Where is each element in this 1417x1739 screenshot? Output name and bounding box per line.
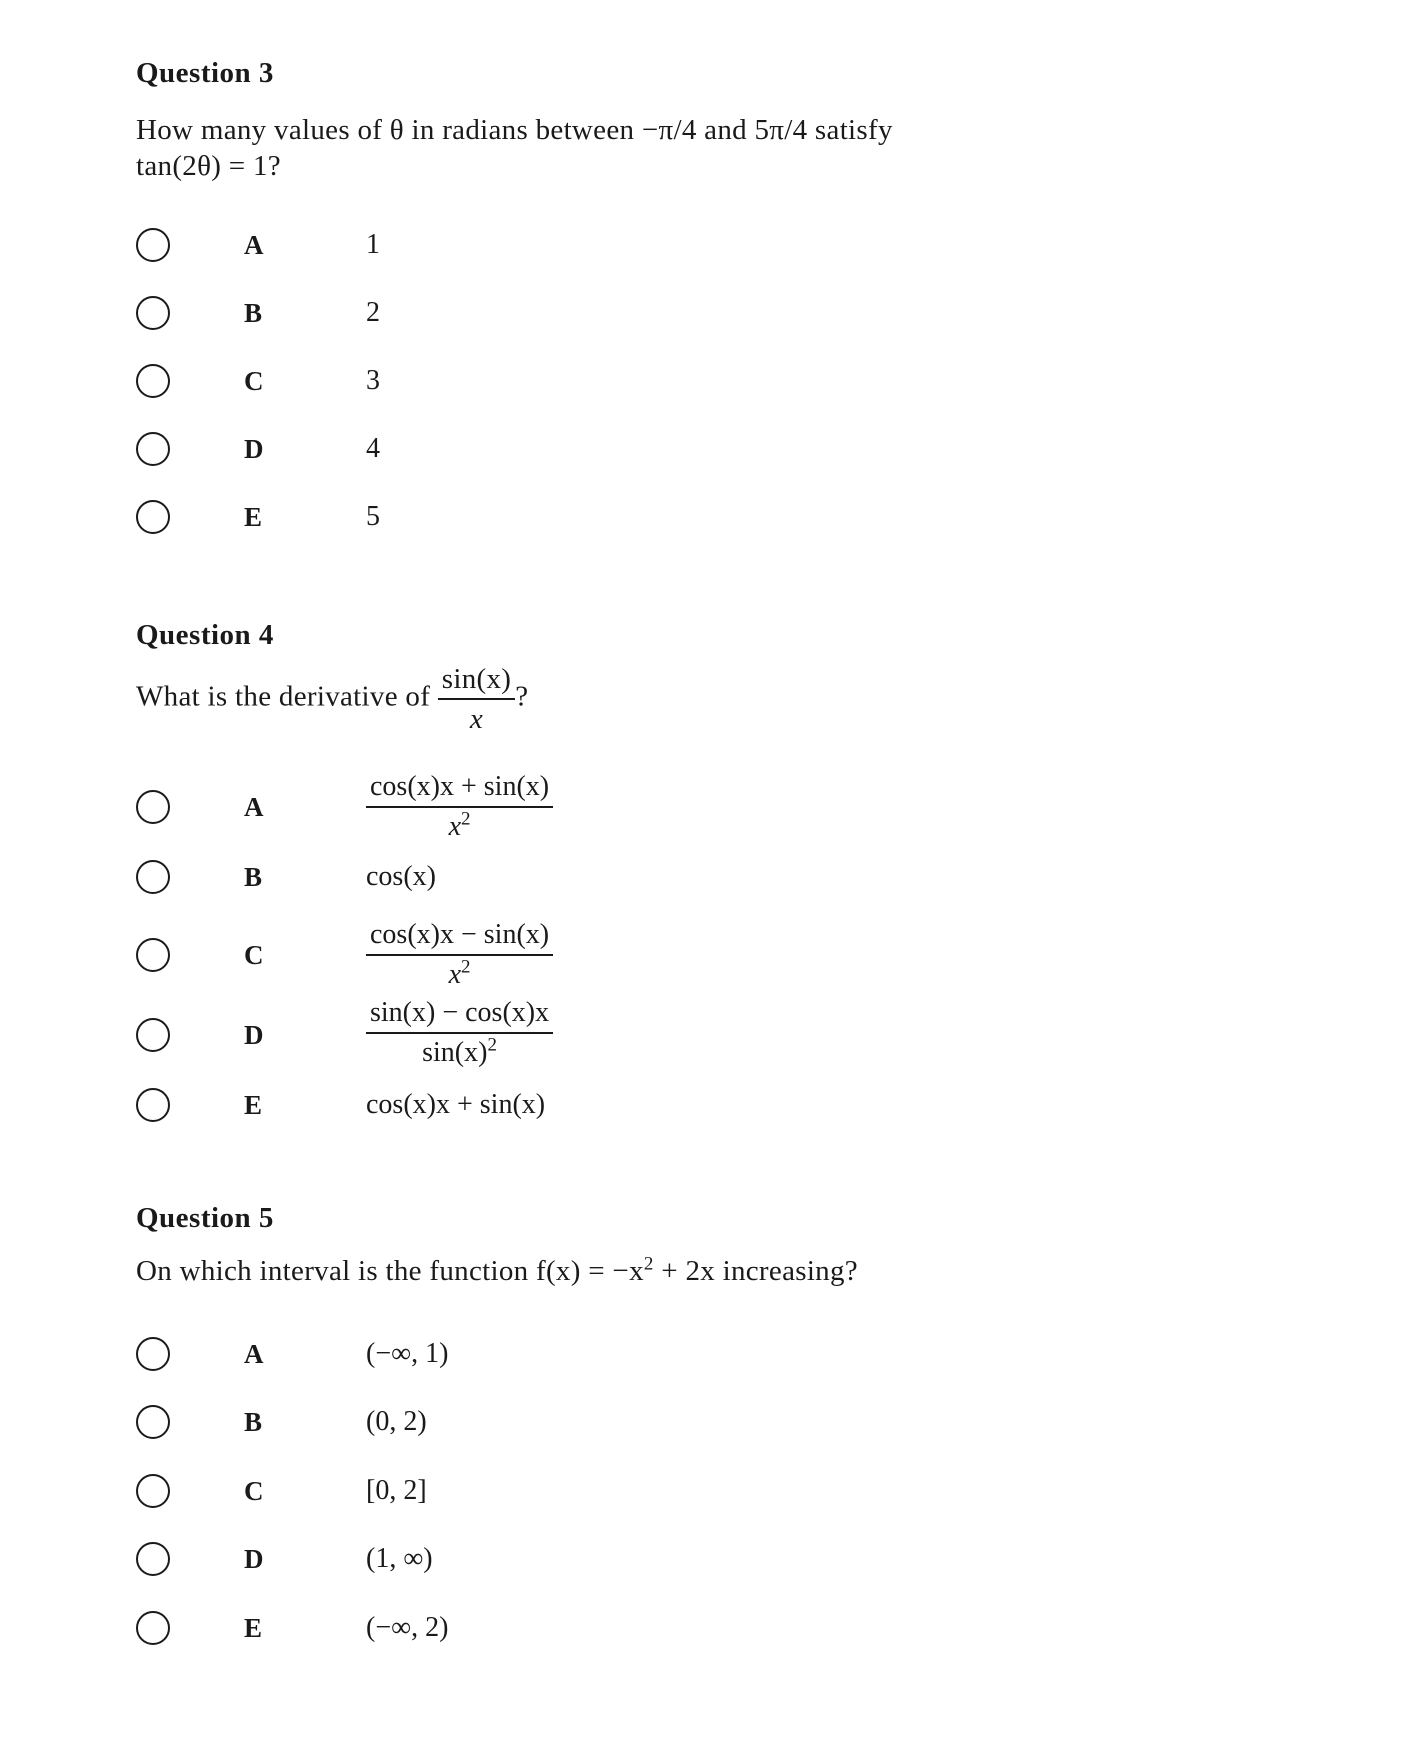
option-a[interactable] (136, 770, 836, 850)
option-b[interactable] (136, 1405, 836, 1465)
option-letter: C (244, 940, 264, 970)
question-text-prefix: On which interval is the function f(x) = −x (136, 1255, 644, 1287)
option-d[interactable] (136, 432, 836, 492)
option-b[interactable] (136, 860, 836, 920)
option-a[interactable] (136, 228, 836, 288)
option-answer: [0, 2] (366, 1475, 427, 1506)
fraction-numerator: sin(x) (438, 662, 515, 700)
radio-button[interactable] (136, 364, 170, 398)
option-letter: B (244, 298, 263, 328)
option-b[interactable] (136, 296, 836, 356)
answer-denominator-base: sin(x) (422, 1037, 488, 1068)
question-text (136, 1253, 1316, 1289)
option-c[interactable] (136, 1474, 836, 1534)
option-e[interactable] (136, 1611, 836, 1671)
question-text-exponent: 2 (643, 1253, 654, 1275)
question-fraction (438, 662, 515, 736)
answer-denominator-exponent: 2 (461, 808, 471, 830)
option-answer: 2 (366, 297, 380, 328)
question-text-prefix: What is the derivative of (136, 680, 431, 713)
option-d[interactable] (136, 996, 836, 1076)
option-letter: D (244, 434, 264, 464)
question-3 (136, 56, 1316, 532)
answer-denominator-base: x (448, 811, 462, 842)
option-a[interactable] (136, 1337, 836, 1397)
option-answer: cos(x)x + sin(x) (366, 1089, 546, 1120)
option-answer (366, 996, 553, 1070)
option-answer: (0, 2) (366, 1406, 427, 1437)
option-letter: A (244, 1339, 264, 1369)
option-letter: D (244, 1544, 264, 1574)
question-text-line-2: tan(2θ) = 1? (136, 150, 281, 182)
question-title: Question 5 (136, 1202, 274, 1234)
answer-numerator: cos(x)x − sin(x) (366, 918, 553, 956)
question-text-suffix: ? (515, 680, 529, 713)
option-letter: B (244, 1407, 263, 1437)
radio-button[interactable] (136, 1018, 170, 1052)
option-letter: A (244, 230, 264, 260)
answer-denominator-exponent: 2 (487, 1034, 497, 1056)
option-letter: D (244, 1020, 264, 1050)
option-letter: E (244, 1090, 263, 1120)
option-answer (366, 918, 553, 992)
option-answer: cos(x) (366, 861, 436, 892)
question-4 (136, 618, 1316, 1120)
option-answer (366, 770, 553, 844)
radio-button[interactable] (136, 296, 170, 330)
option-c[interactable] (136, 918, 836, 998)
answer-numerator: cos(x)x + sin(x) (366, 770, 553, 808)
radio-button[interactable] (136, 432, 170, 466)
radio-button[interactable] (136, 1611, 170, 1645)
option-d[interactable] (136, 1542, 836, 1602)
radio-button[interactable] (136, 228, 170, 262)
answer-denominator-exponent: 2 (461, 956, 471, 978)
option-answer: (−∞, 2) (366, 1612, 449, 1643)
question-text-suffix: + 2x increasing? (653, 1255, 858, 1287)
radio-button[interactable] (136, 790, 170, 824)
radio-button[interactable] (136, 938, 170, 972)
question-title: Question 4 (136, 619, 274, 651)
option-letter: A (244, 792, 264, 822)
fraction-denominator: x (469, 703, 484, 735)
radio-button[interactable] (136, 1474, 170, 1508)
option-answer: 4 (366, 433, 380, 464)
option-e[interactable] (136, 500, 836, 560)
question-5 (136, 1201, 1316, 1643)
option-letter: B (244, 862, 263, 892)
option-e[interactable] (136, 1088, 836, 1148)
radio-button[interactable] (136, 1542, 170, 1576)
option-letter: C (244, 1476, 264, 1506)
option-letter: E (244, 1613, 263, 1643)
radio-button[interactable] (136, 1405, 170, 1439)
option-answer: (1, ∞) (366, 1543, 433, 1574)
option-c[interactable] (136, 364, 836, 424)
radio-button[interactable] (136, 860, 170, 894)
option-letter: E (244, 502, 263, 532)
answer-numerator: sin(x) − cos(x)x (366, 996, 553, 1034)
question-text-line-1: How many values of θ in radians between −π/4 and 5π/4 satisfy (136, 114, 893, 146)
radio-button[interactable] (136, 1088, 170, 1122)
radio-button[interactable] (136, 500, 170, 534)
radio-button[interactable] (136, 1337, 170, 1371)
option-answer: 3 (366, 365, 380, 396)
question-title: Question 3 (136, 57, 274, 89)
option-letter: C (244, 366, 264, 396)
answer-denominator-base: x (448, 959, 462, 990)
question-text (136, 662, 1316, 736)
option-answer: 1 (366, 229, 380, 260)
question-text (136, 112, 1316, 184)
option-answer: (−∞, 1) (366, 1338, 449, 1369)
option-answer: 5 (366, 501, 380, 532)
